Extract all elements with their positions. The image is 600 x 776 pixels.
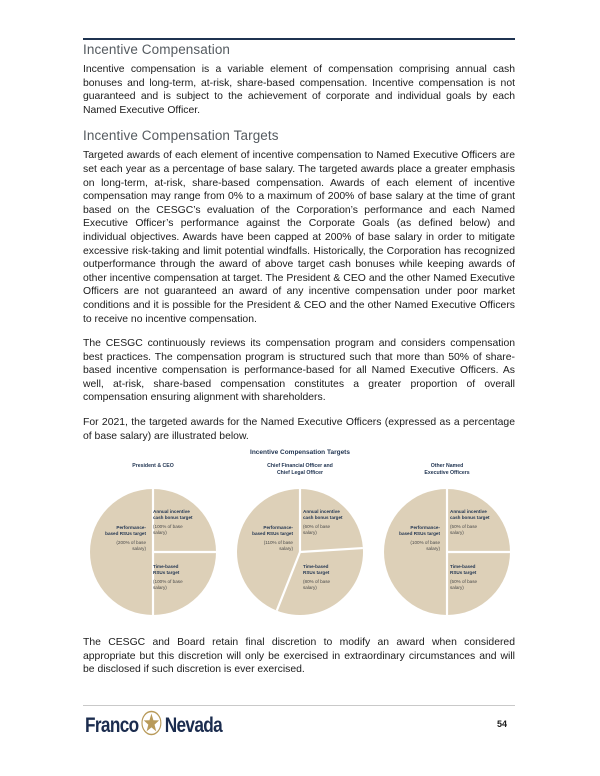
paragraph-discretion: The CESGC and Board retain final discretion to modify an award when considered appropriate but this discretion will only be exercised in extraordinary circumstances and will be disclosed if such discretion is ever exercised. (83, 637, 515, 676)
franco-nevada-logo (85, 713, 222, 739)
pie-other-neos (374, 463, 520, 629)
slice-performance-rsus (384, 489, 447, 615)
logo-text-nevada: Nevada (164, 714, 223, 737)
paragraph-targets-2: The CESGC continuously reviews its compensation program and considers compensation best practices. The compensation program is structured such that more than 50% of share-based incentive compensation is performance-based for all Named Executive Officers. As well, at-risk, share-based compensation constitutes a greater proportion of overall compensation ensuring alignment with shareholders. (83, 338, 515, 404)
chart-title: Incentive Compensation Targets (250, 449, 350, 456)
page-content (83, 42, 515, 454)
slice-performance-rsus (90, 489, 153, 615)
slice-label-annual: Annual incentive cash bonus target (100% of base salary) (153, 509, 193, 535)
slice-label-annual: Annual incentive cash bonus target (60% of base salary) (303, 509, 343, 535)
star-in-circle-icon (141, 710, 162, 742)
slice-label-annual: Annual incentive cash bonus target (50% of base salary) (450, 509, 490, 535)
pie-cfo-clo (227, 463, 373, 629)
slice-label-time: Time-based RSUs target (50% of base salary) (450, 564, 478, 590)
pie-title: President & CEO (132, 463, 174, 469)
slice-label-performance: Performance- based RSUs target (100% of base salary) (399, 525, 440, 551)
paragraph-targets-3: For 2021, the targeted awards for the Named Executive Officers (expressed as a percentage of base salary) are illustrated below. (83, 417, 515, 442)
pie-title: Other Named Executive Officers (424, 463, 470, 476)
incentive-targets-chart (80, 449, 520, 629)
pie-chart-graphic (88, 487, 218, 617)
slice-label-time: Time-based RSUs target (100% of base salary) (153, 564, 183, 590)
paragraph-targets-1: Targeted awards of each element of incentive compensation to Named Executive Officers are set each year as a percentage of base salary. The targeted awards place a greater emphasis on long-term, at-risk, share-based compensation. Awards of each element of incentive compensation may range from 0% to a maximum of 200% of base salary at the time of grant based on the CESGC’s evaluation of the Corporation’s performance and each Named Executive Officer’s performance against the Corporate Goals (as defined below) and individual objectives. Awards have been capped at 200% of base salary in order to mitigate excessive risk-taking and limit potential windfalls. Historically, the Corporation has recognized outperformance through the award of above target cash bonuses while keeping awards of other incentive compensation at target. The President & CEO and the other Named Executive Officers are not guaranteed an award of any incentive compensation under poor market conditions and it is possible for the President & CEO and the other Named Executive Officers to receive no incentive compensation. (83, 150, 515, 325)
paragraph-incentive-intro: Incentive compensation is a variable element of compensation comprising annual cash bonuses and long-term, at-risk, share-based compensation. Incentive compensation is not guaranteed and is subject to the achievement of corporate and individual goals by each Named Executive Officer. (83, 64, 515, 116)
pie-chart-graphic (382, 487, 512, 617)
pie-chart-graphic (235, 487, 365, 617)
slice-label-time: Time-based RSUs target (80% of base salary) (303, 564, 331, 590)
section-heading-incentive-targets: Incentive Compensation Targets (83, 128, 279, 144)
slice-label-performance: Performance- based RSUs target (110% of base salary) (252, 525, 293, 551)
footer-rule (83, 705, 515, 706)
page-number: 54 (497, 719, 508, 729)
logo-text-franco: Franco (85, 714, 139, 737)
slice-label-performance: Performance- based RSUs target (200% of base salary) (105, 525, 146, 551)
header-rule (83, 38, 515, 40)
section-heading-incentive-compensation: Incentive Compensation (83, 42, 231, 57)
pie-title: Chief Financial Officer and Chief Legal Officer (267, 463, 333, 476)
pie-president-ceo (80, 463, 226, 629)
